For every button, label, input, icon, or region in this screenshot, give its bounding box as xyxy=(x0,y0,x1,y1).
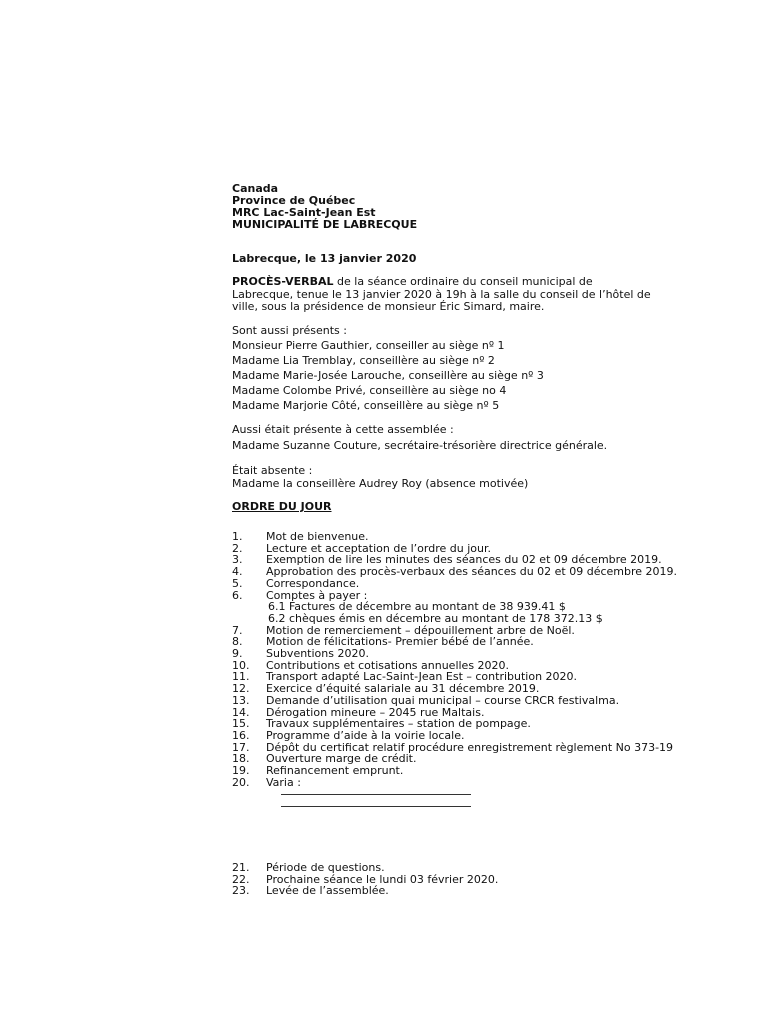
intro-bold: PROCÈS-VERBAL xyxy=(232,275,334,288)
agenda-item-number: 4. xyxy=(232,565,243,579)
agenda-item-text: Refinancement emprunt. xyxy=(266,764,404,778)
municipality: MUNICIPALITÉ DE LABRECQUE xyxy=(232,218,418,231)
country: Canada xyxy=(232,182,279,195)
intro-paragraph xyxy=(232,276,652,314)
agenda-item-number: 22. xyxy=(232,872,250,886)
agenda-item-number: 6. xyxy=(232,588,243,602)
agenda-item xyxy=(232,531,692,543)
agenda-item-text: Contributions et cotisations annuelles 2020. xyxy=(266,658,510,672)
agenda-item xyxy=(232,613,692,625)
blank-line xyxy=(281,794,471,795)
agenda-item-number: 21. xyxy=(232,861,250,874)
agenda-item xyxy=(232,777,692,789)
agenda-item xyxy=(232,862,692,874)
agenda-item-number: 23. xyxy=(232,884,250,898)
absent-section xyxy=(232,465,692,491)
agenda-item-text: Ouverture marge de crédit. xyxy=(266,752,417,766)
agenda-item-number: 1. xyxy=(232,530,243,543)
letterhead xyxy=(232,183,692,231)
present-member: Madame Lia Tremblay, conseillère au siège nº 2 xyxy=(232,354,495,367)
agenda-item-text: Prochaine séance le lundi 03 février 2020. xyxy=(266,872,499,886)
date-line: Labrecque, le 13 janvier 2020 xyxy=(232,252,417,265)
agenda-item-text: Demande d’utilisation quai municipal – course CRCR festivalma. xyxy=(266,693,620,707)
absent-member: Madame la conseillère Audrey Roy (absence motivée) xyxy=(232,477,529,490)
agenda-item-number: 8. xyxy=(232,635,243,649)
agenda-item xyxy=(232,730,692,742)
agenda-item-number: 18. xyxy=(232,752,250,766)
agenda-item xyxy=(232,578,692,590)
agenda-item-number: 9. xyxy=(232,647,243,661)
agenda-item-text: Motion de remerciement – dépouillement arbre de Noël. xyxy=(266,623,575,637)
agenda-item-text: Subventions 2020. xyxy=(266,647,369,661)
agenda-item-text: Approbation des procès-verbaux des séances du 02 et 09 décembre 2019. xyxy=(266,565,678,579)
agenda-item-number: 2. xyxy=(232,541,243,555)
present-members xyxy=(232,323,692,413)
agenda-item-text: Levée de l’assemblée. xyxy=(266,884,389,898)
agenda-item-number: 20. xyxy=(232,775,250,789)
agenda-item-number: 7. xyxy=(232,623,243,637)
agenda-item-text: Transport adapté Lac-Saint-Jean Est – contribution 2020. xyxy=(266,670,578,684)
varia-blank-lines xyxy=(281,794,471,807)
agenda-item-text: Correspondance. xyxy=(266,576,360,590)
agenda-item-number: 10. xyxy=(232,658,250,672)
agenda-item-number: 13. xyxy=(232,693,250,707)
agenda-item-text: Exemption de lire les minutes des séances du 02 et 09 décembre 2019. xyxy=(266,553,662,567)
agenda-item xyxy=(232,648,692,660)
agenda-item-text: Lecture et acceptation de l’ordre du jour. xyxy=(266,541,491,555)
agenda-item-text: Comptes à payer : xyxy=(266,588,368,602)
present-title: Sont aussi présents : xyxy=(232,324,347,337)
agenda-item xyxy=(232,765,692,777)
province: Province de Québec xyxy=(232,194,356,207)
blank-line xyxy=(281,806,471,807)
agenda-item-number: 19. xyxy=(232,764,250,778)
agenda-item xyxy=(232,695,692,707)
agenda-item-text: 6.2 chèques émis en décembre au montant de 178 372.13 $ xyxy=(268,611,603,625)
agenda-item-text: Travaux supplémentaires – station de pompage. xyxy=(266,717,531,731)
assembly-member: Madame Suzanne Couture, secrétaire-trésorière directrice générale. xyxy=(232,439,608,452)
absent-title: Était absente : xyxy=(232,464,313,477)
agenda-item-text: Motion de félicitations- Premier bébé de l’année. xyxy=(266,635,534,649)
agenda-item-number: 12. xyxy=(232,682,250,696)
intro-text: de la séance ordinaire du conseil municipal de Labrecque, tenue le 13 janvier 2020 à 19h à la salle du conseil de l’hôtel de ville, sous la présidence de monsieur Éric Simard, maire. xyxy=(232,275,651,313)
agenda-title: ORDRE DU JOUR xyxy=(232,500,332,513)
agenda-list xyxy=(232,531,692,788)
agenda-item-text: 6.1 Factures de décembre au montant de 38 939.41 $ xyxy=(268,600,566,614)
agenda-item-number: 17. xyxy=(232,740,250,754)
present-member: Monsieur Pierre Gauthier, conseiller au siège nº 1 xyxy=(232,339,505,352)
assembly-section xyxy=(232,424,692,456)
assembly-title: Aussi était présente à cette assemblée : xyxy=(232,423,454,436)
present-member: Madame Marie-Josée Larouche, conseillère au siège nº 3 xyxy=(232,369,544,382)
agenda-item-number: 14. xyxy=(232,705,250,719)
agenda-item-number: 3. xyxy=(232,553,243,567)
agenda-list-end xyxy=(232,862,692,897)
agenda-item-text: Varia : xyxy=(266,775,301,789)
present-member: Madame Colombe Privé, conseillère au siège no 4 xyxy=(232,384,507,397)
agenda-item-number: 15. xyxy=(232,717,250,731)
agenda-item xyxy=(232,885,692,897)
agenda-item-text: Exercice d’équité salariale au 31 décembre 2019. xyxy=(266,682,540,696)
agenda-item-number: 5. xyxy=(232,576,243,590)
mrc: MRC Lac-Saint-Jean Est xyxy=(232,206,376,219)
agenda-item-text: Période de questions. xyxy=(266,861,385,874)
agenda-item-text: Dérogation mineure – 2045 rue Maltais. xyxy=(266,705,485,719)
present-member: Madame Marjorie Côté, conseillère au siège nº 5 xyxy=(232,399,500,412)
agenda-item-number: 16. xyxy=(232,728,250,742)
agenda-item-text: Dépôt du certificat relatif procédure enregistrement règlement No 373-19 xyxy=(266,740,674,754)
agenda-item-text: Mot de bienvenue. xyxy=(266,530,369,543)
agenda-item-number: 11. xyxy=(232,670,250,684)
agenda-item-text: Programme d’aide à la voirie locale. xyxy=(266,728,465,742)
